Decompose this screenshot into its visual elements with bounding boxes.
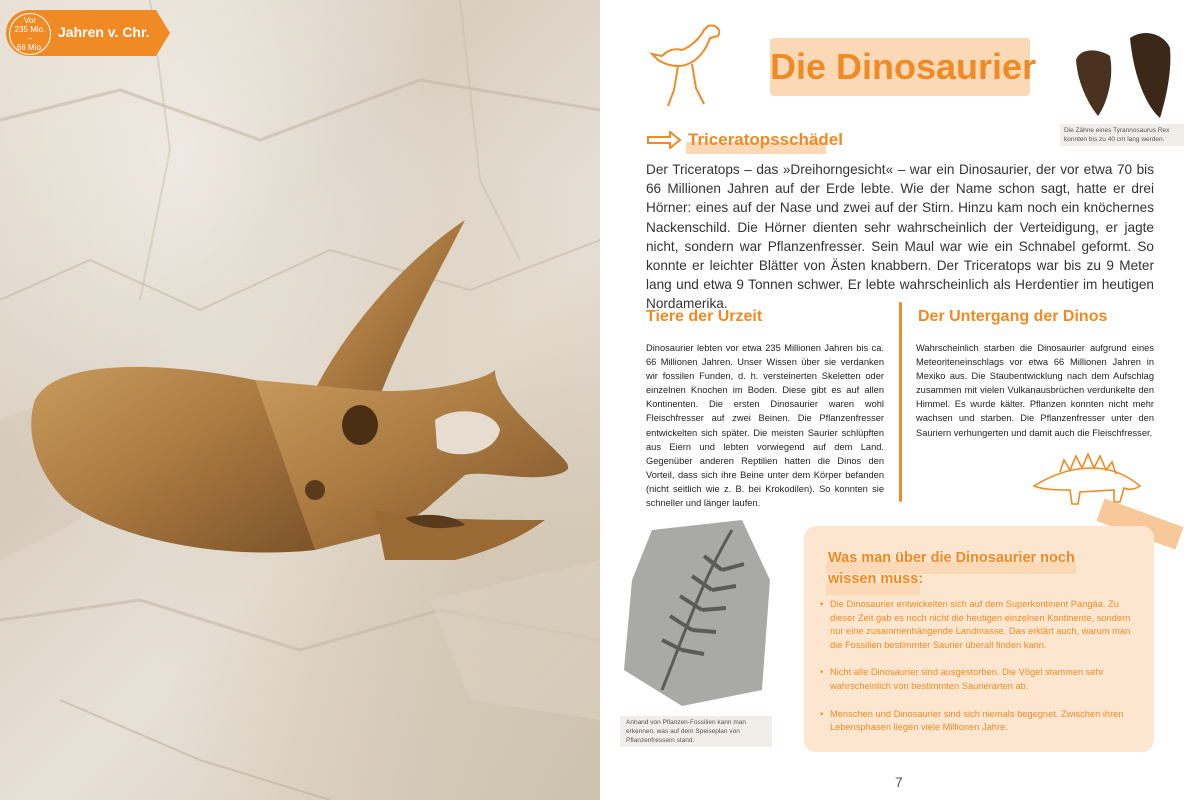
badge-period-4: 66 Mio. xyxy=(16,43,44,52)
info-list-item: • Nicht alle Dinosaurier sind ausgestorben. Die Vögel stammen sehr wahrscheinlich von bestimmten Saurierarten ab. xyxy=(820,666,1142,693)
teeth-caption: Die Zähne eines Tyrannosaurus Rex konnten bis zu 40 cm lang werden. xyxy=(1060,124,1184,146)
info-list xyxy=(820,598,1142,749)
page-number: 7 xyxy=(895,774,903,790)
section-heading-urzeit: Tiere der Urzeit xyxy=(646,308,763,325)
info-box-title: Was man über die Dinosaurier noch wissen muss: xyxy=(828,550,1075,587)
badge-period-3: – xyxy=(27,34,33,43)
fern-caption: Anhand von Pflanzen-Fossilien kann man erkennen, was auf dem Speiseplan von Pflanzenfressern stand. xyxy=(620,716,772,747)
section-heading-triceratops: Triceratopsschädel xyxy=(688,130,843,149)
triceratops-skull-image xyxy=(25,220,585,580)
fern-fossil-image xyxy=(622,520,772,706)
paragraph-urzeit: Dinosaurier lebten vor etwa 235 Millionen Jahren bis ca. 66 Millionen Jahren. Unser Wissen über sie verdanken wir fossilen Funden, d. h. versteinerten Skeletten oder einzelnen Knochen im Boden. Diese gibt es auf allen Kontinenten. Die ersten Dinosaurier waren wohl Fleischfresser auf zwei Beinen. Die Pflanzenfresser entwickelten sich später. Die meisten Saurier schlüpften aus Eiern und lebten vorwiegend auf dem Land. Gegenüber anderen Reptilien hatten die Dinos den Vorteil, dass sich ihre Beine unter dem Körper befanden (nicht seitlich wie z. B. bei Krokodilen). So konnten sie schneller und länger laufen. xyxy=(646,343,884,509)
main-paragraph: Der Triceratops – das »Dreihorngesicht« – war ein Dinosaurier, der vor etwa 70 bis 66 Millionen Jahren auf der Erde lebte. Wie der Name schon sagt, hatte er drei Hörner: eines auf der Nase und zwei auf der Stirn. Hinzu kam noch ein knöchernes Nackenschild. Die Hörner dienten sehr wahrscheinlich der Verteidigung, er jagte nicht, sondern war Pflanzenfresser. Sein Maul war wie ein Schnabel geformt. So konnte er leichter Blätter von Ästen knabbern. Der Triceratops war bis zu 9 Meter lang und etwa 9 Tonnen schwer. Er lebte wahrscheinlich als Herdentier im heutigen Nordamerika. xyxy=(646,162,1154,312)
dinosaur-raptor-icon xyxy=(648,20,728,112)
trex-teeth-image xyxy=(1068,28,1178,122)
stegosaurus-icon xyxy=(1030,446,1150,508)
badge-period-2: 235 Mio. xyxy=(14,25,46,34)
era-badge-circle xyxy=(9,13,51,55)
era-badge-label: Jahren v. Chr. xyxy=(58,24,150,40)
arrow-right-icon xyxy=(646,131,682,149)
badge-period-1: Vor xyxy=(23,16,36,25)
era-badge xyxy=(6,10,156,56)
paragraph-untergang: Wahrscheinlich starben die Dinosaurier aufgrund eines Meteoriteneinschlags vor etwa 66 Millionen Jahren in Mexiko aus. Die Staubentwicklung nach dem Aufschlag zusammen mit vielen Vulkanausbrüchen verdunkelte den Himmel. Es wurde kälter. Pflanzen konnten nicht mehr wachsen und starben. Die Pflanzenfresser unter den Sauriern verhungerten und damit auch die Fleischfresser. xyxy=(916,343,1154,438)
page-title-box xyxy=(770,38,1037,96)
page-title: Die Dinosaurier xyxy=(770,46,1037,87)
section-heading-untergang: Der Untergang der Dinos xyxy=(918,308,1108,325)
info-list-item: • Die Dinosaurier entwickelten sich auf dem Superkontinent Pangäa. Zu dieser Zeit gab es noch nicht die heutigen einzelnen Kontinente, sondern nur eine zusammenhängende Landmasse. Das erklärt auch, warum man die Fossilien bestimmter Saurier überall finden kann. xyxy=(820,598,1142,652)
info-list-item: • Menschen und Dinosaurier sind sich niemals begegnet. Zwischen ihren Lebensphasen liegen viele Millionen Jahre. xyxy=(820,708,1142,735)
column-divider xyxy=(899,302,902,502)
